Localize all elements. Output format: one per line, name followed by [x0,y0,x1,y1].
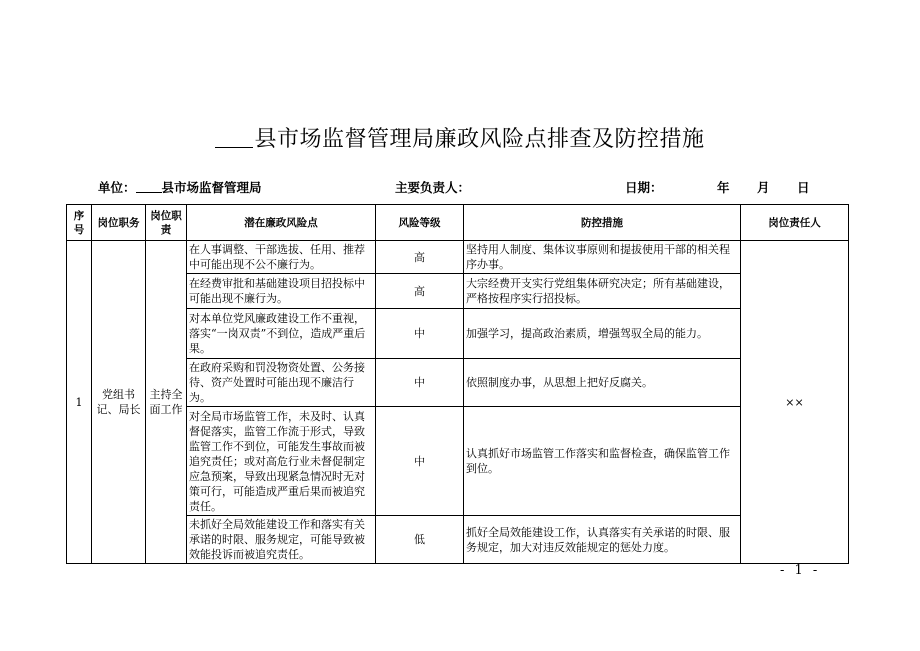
cell-measure: 加强学习，提高政治素质，增强驾驭全局的能力。 [464,309,741,359]
date-label: 日期： [625,180,663,195]
cell-level: 高 [376,274,464,309]
month-label: 月 [757,180,770,195]
header-measure: 防控措施 [464,205,741,241]
cell-measure: 大宗经费开支实行党组集体研究决定；所有基础建设，严格按程序实行招投标。 [464,274,741,309]
cell-measure: 坚持用人制度、集体议事原则和提拔使用干部的相关程序办事。 [464,241,741,274]
unit-blank-line [136,180,162,193]
unit-field [98,178,262,196]
date-field [625,178,663,196]
unit-label: 单位： [98,180,136,195]
cell-duty: 主持全面工作 [146,241,187,564]
cell-measure: 认真抓好市场监管工作落实和监督检查，确保监管工作到位。 [464,407,741,516]
cell-seq: 1 [67,241,92,564]
person-label: 主要负责人： [395,180,471,195]
title-blank-line [215,127,253,148]
header-post: 岗位职务 [92,205,146,241]
cell-risk: 对全局市场监管工作，未及时、认真督促落实，监管工作流于形式，导致监管工作不到位，可能发生事故而被追究责任；或对高危行业未督促制定应急预案，导致出现紧急情况时无对策可行，可能造成严重后果而被追究责任。 [187,407,376,516]
cell-level: 中 [376,309,464,359]
cell-post: 党组书记、局长 [92,241,146,564]
cell-risk: 未抓好全局效能建设工作和落实有关承诺的时限、服务规定，可能导致被效能投诉而被追究责任。 [187,516,376,564]
header-duty: 岗位职责 [146,205,187,241]
cell-risk: 对本单位党风廉政建设工作不重视，落实“一岗双责”不到位，造成严重后果。 [187,309,376,359]
cell-level: 高 [376,241,464,274]
cell-risk: 在政府采购和罚没物资处置、公务接待、资产处置时可能出现不廉洁行为。 [187,359,376,407]
document-title [0,122,920,153]
cell-level: 中 [376,407,464,516]
title-text: 县市场监督管理局廉政风险点排查及防控措施 [254,127,705,152]
unit-value: 县市场监督管理局 [161,180,262,195]
table-row [67,241,849,274]
cell-risk: 在人事调整、干部选拔、任用、推荐中可能出现不公不廉行为。 [187,241,376,274]
header-level: 风险等级 [376,205,464,241]
cell-level: 低 [376,516,464,564]
cell-measure: 抓好全局效能建设工作，认真落实有关承诺的时限、服务规定，加大对违反效能规定的惩处力度。 [464,516,741,564]
person-field [395,178,470,196]
header-owner: 岗位责任人 [741,205,849,241]
cell-measure: 依照制度办事，从思想上把好反腐关。 [464,359,741,407]
header-risk: 潜在廉政风险点 [187,205,376,241]
page-number: - 1 - [780,563,821,578]
header-seq: 序号 [67,205,92,241]
day-label: 日 [797,180,810,195]
cell-owner: ×× [741,241,849,564]
risk-table [66,204,849,564]
table-header-row [67,205,849,241]
year-label: 年 [717,180,730,195]
cell-risk: 在经费审批和基础建设项目招投标中可能出现不廉行为。 [187,274,376,309]
cell-level: 中 [376,359,464,407]
